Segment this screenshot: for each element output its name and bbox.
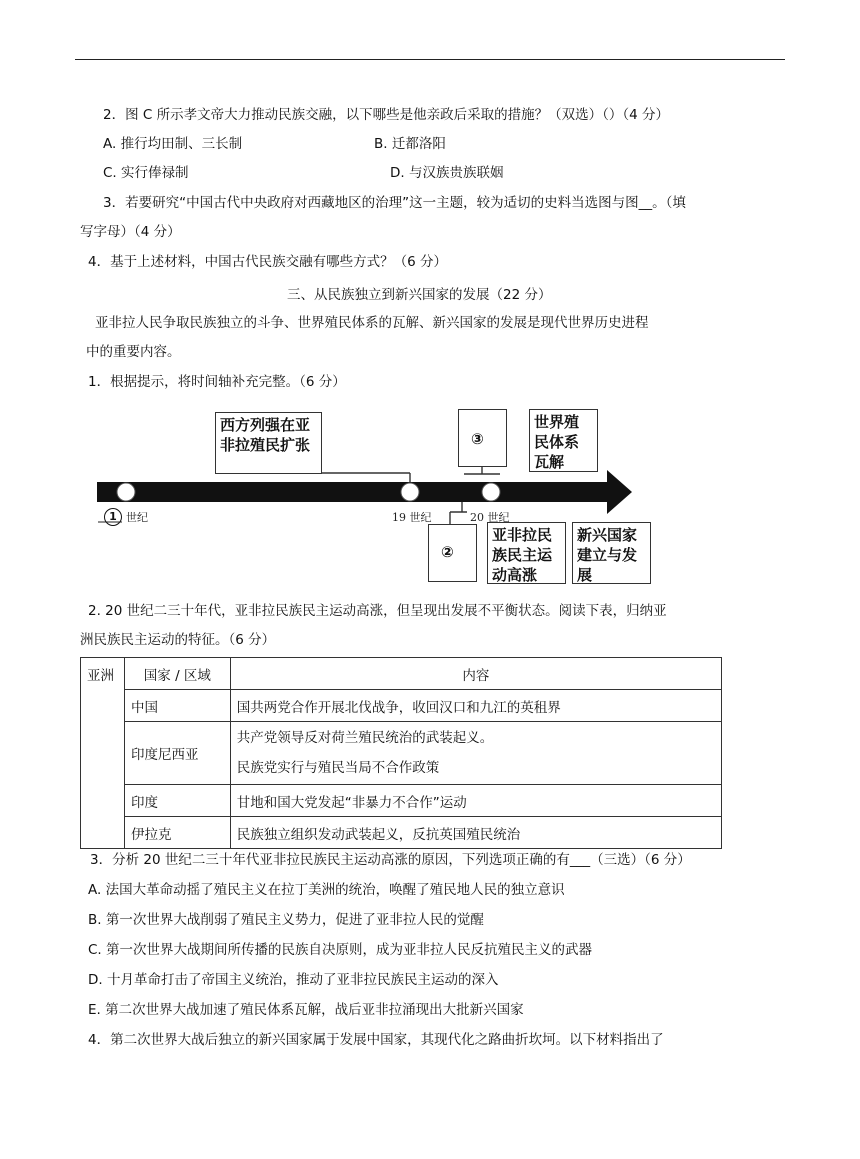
- q3-line2: 写字母）（4 分）: [80, 224, 181, 240]
- table-cell-country: 中国: [124, 690, 230, 722]
- timeline-label-20c: 20 世纪: [470, 511, 510, 524]
- question-3-stem: 3．分析 20 世纪二三十年代亚非拉民族民主运动高涨的原因，下列选项正确的有___（三选）（6 分）: [90, 852, 691, 868]
- table-cell-country: 印度: [124, 785, 230, 817]
- question-3-option-c: C. 第一次世界大战期间所传播的民族自决原则，成为亚非拉人民反抗殖民主义的武器: [88, 942, 593, 958]
- timeline-figure: [92, 404, 652, 584]
- q2-option-d: D. 与汉族贵族联姻: [390, 165, 504, 181]
- q2-option-a: A. 推行均田制、三长制: [103, 136, 243, 152]
- table-cell-content-line1: 共产党领导反对荷兰殖民统治的武装起义。: [236, 730, 494, 746]
- timeline-label-1-text: 世纪: [126, 511, 148, 524]
- timeline-box-blank-3: ③: [458, 409, 507, 467]
- timeline-node-20c: [482, 483, 500, 501]
- q2-option-b: B. 迁都洛阳: [374, 136, 446, 152]
- question-3-option-b: B. 第一次世界大战削弱了殖民主义势力，促进了亚非拉人民的觉醒: [88, 912, 484, 928]
- table-row: [81, 690, 722, 722]
- q3-line1: 3．若要研究“中国古代中央政府对西藏地区的治理”这一主题，较为适切的史料当选图与图__。（填: [103, 195, 686, 211]
- question-2-line1: 2. 20 世纪二三十年代，亚非拉民族民主运动高涨，但呈现出发展不平衡状态。阅读下表，归纳亚: [88, 603, 667, 619]
- timeline-node-19c: [401, 483, 419, 501]
- timeline-box-blank-2: ②: [428, 524, 477, 582]
- timeline-box-new-states: 新兴国家建立与发展: [572, 522, 651, 584]
- table-header-row: [81, 658, 722, 690]
- section-intro-line1: 亚非拉人民争取民族独立的斗争、世界殖民体系的瓦解、新兴国家的发展是现代世界历史进程: [95, 315, 649, 331]
- table-header-country: 国家 / 区域: [124, 658, 230, 690]
- section-intro-line2: 中的重要内容。: [86, 344, 181, 360]
- question-2-line2: 洲民族民主运动的特征。（6 分）: [80, 632, 276, 648]
- table-region-cell: 亚洲: [81, 658, 125, 849]
- table-cell-country: 印度尼西亚: [124, 722, 230, 785]
- timeline-box-colonial-expansion: 西方列强在亚非拉殖民扩张: [215, 412, 322, 474]
- table-cell-content: 民族独立组织发动武装起义，反抗英国殖民统治: [230, 817, 721, 849]
- timeline-box-colonial-collapse: 世界殖民体系瓦解: [529, 409, 598, 472]
- table-cell-content: 国共两党合作开展北伐战争，收回汉口和九江的英租界: [230, 690, 721, 722]
- question-1-stem: 1．根据提示，将时间轴补充完整。（6 分）: [88, 374, 346, 390]
- timeline-label-19c: 19 世纪: [392, 511, 432, 524]
- q2-stem: 2．图 C 所示孝文帝大力推动民族交融，以下哪些是他亲政后采取的措施？（双选）（）（4 分）: [103, 107, 669, 123]
- question-4-stem: 4．第二次世界大战后独立的新兴国家属于发展中国家，其现代化之路曲折坎坷。以下材料指出了: [88, 1032, 664, 1048]
- table-row: [81, 817, 722, 849]
- table-row: [81, 722, 722, 785]
- question-3-option-d: D. 十月革命打击了帝国主义统治，推动了亚非拉民族民主运动的深入: [88, 972, 499, 988]
- table-cell-country: 伊拉克: [124, 817, 230, 849]
- table-cell-content: 甘地和国大党发起“非暴力不合作”运动: [230, 785, 721, 817]
- timeline-node-1: [117, 483, 135, 501]
- table-cell-content: [230, 722, 721, 785]
- question-3-option-e: E. 第二次世界大战加速了殖民体系瓦解，战后亚非拉涌现出大批新兴国家: [88, 1002, 524, 1018]
- table-cell-content-line2: 民族党实行与殖民当局不合作政策: [236, 760, 440, 776]
- question-3-option-a: A. 法国大革命动摇了殖民主义在拉丁美洲的统治，唤醒了殖民地人民的独立意识: [88, 882, 565, 898]
- table-header-content: 内容: [230, 658, 721, 690]
- q4-stem: 4．基于上述材料，中国古代民族交融有哪些方式？（6 分）: [88, 254, 447, 270]
- header-rule: [75, 59, 785, 60]
- section-title: 三、从民族独立到新兴国家的发展（22 分）: [287, 287, 552, 303]
- q2-option-c: C. 实行俸禄制: [103, 165, 189, 181]
- timeline-box-movement-rise: 亚非拉民族民主运动高涨: [487, 522, 566, 584]
- asia-movement-table: [80, 657, 722, 849]
- timeline-label-1-marker: 1: [104, 508, 122, 526]
- table-row: [81, 785, 722, 817]
